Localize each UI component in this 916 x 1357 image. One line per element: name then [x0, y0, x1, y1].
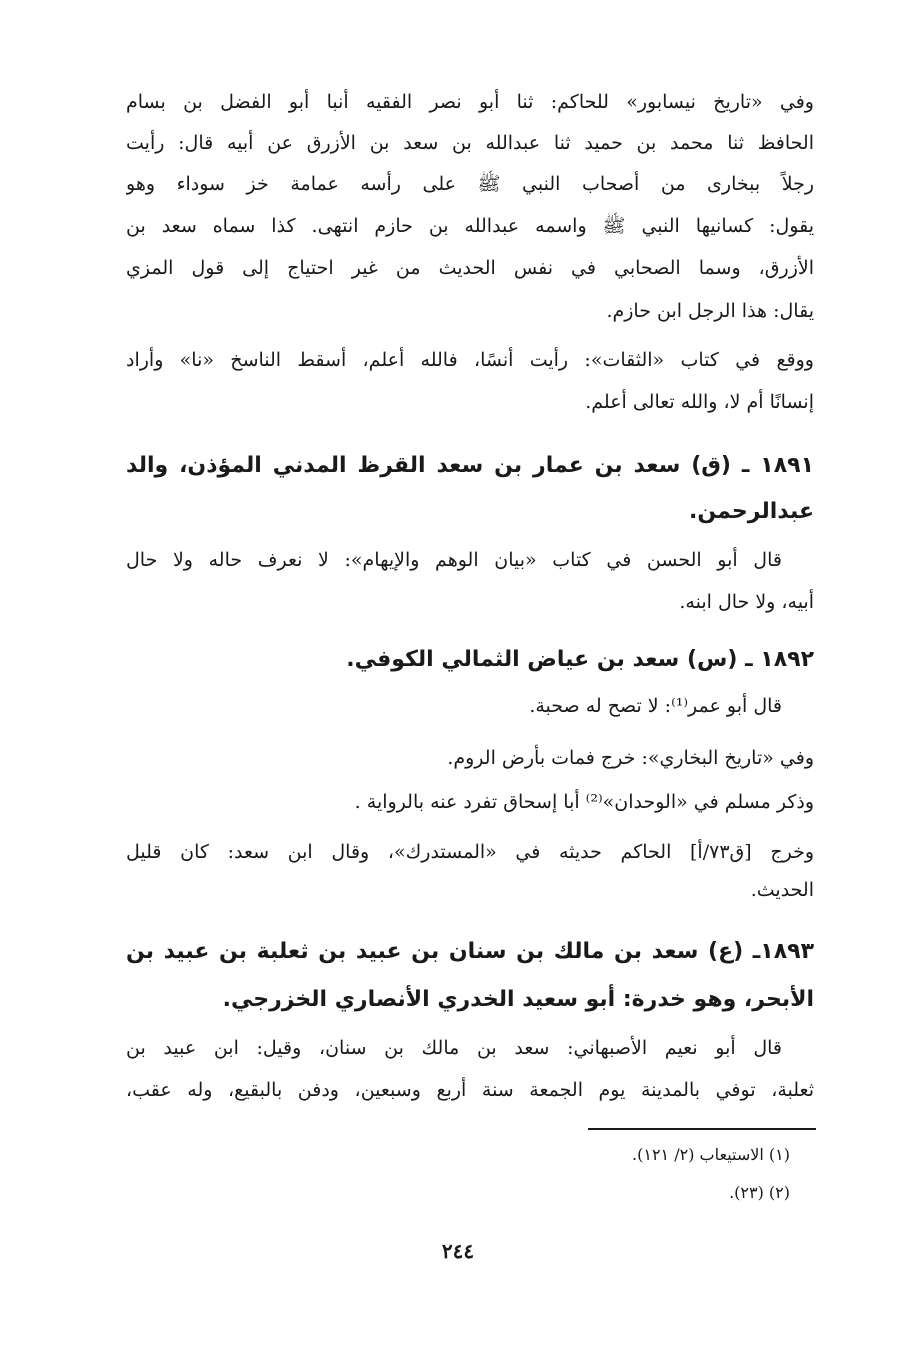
entry-heading-1892: ١٨٩٢ ـ (س) سعد بن عياض الثمالي الكوفي. — [346, 647, 814, 672]
text-line: رجلاً ببخارى من أصحاب النبي ﷺ على رأسه عمامة خز سوداء وهو — [126, 173, 814, 195]
text-line: ثعلبة، توفي بالمدينة يوم الجمعة سنة أربع وسبعين، ودفن بالبقيع، وله عقب، — [126, 1079, 814, 1101]
text-line: وفي «تاريخ نيسابور» للحاكم: ثنا أبو نصر الفقيه أنبا أبو الفضل بن بسام — [126, 91, 814, 113]
text-line: أبيه، ولا حال ابنه. — [679, 591, 814, 613]
entry-heading-1891-cont: عبدالرحمن. — [689, 499, 814, 524]
text-line: وفي «تاريخ البخاري»: خرج فمات بأرض الروم. — [447, 747, 814, 769]
text-line: ووقع في كتاب «الثقات»: رأيت أنسًا، فالله أعلم، أسقط الناسخ «نا» وأراد — [126, 349, 814, 371]
entry-heading-1893-cont: الأبحر، وهو خدرة: أبو سعيد الخدري الأنصاري الخزرجي. — [222, 987, 814, 1012]
text-line: قال أبو الحسن في كتاب «بيان الوهم والإيهام»: لا نعرف حاله ولا حال — [126, 549, 782, 571]
footnote-1: (١) الاستيعاب (٢/ ١٢١). — [632, 1145, 790, 1164]
footnote-separator — [588, 1128, 816, 1130]
page-number: ٢٤٤ — [441, 1239, 475, 1263]
footnote-2: (٢) (٢٣). — [729, 1183, 790, 1202]
text-line: وخرج [ق٧٣/أ] الحاكم حديثه في «المستدرك»، وقال ابن سعد: كان قليل — [126, 841, 814, 863]
text-line: إنسانًا أم لا، والله تعالى أعلم. — [585, 391, 814, 413]
text-line: قال أبو نعيم الأصبهاني: سعد بن مالك بن سنان، وقيل: ابن عبيد بن — [126, 1037, 782, 1059]
text-line: وذكر مسلم في «الوحدان»⁽²⁾ أبا إسحاق تفرد عنه بالرواية . — [354, 791, 814, 813]
entry-heading-1893: ١٨٩٣ـ (ع) سعد بن مالك بن سنان بن عبيد بن ثعلبة بن عبيد بن — [126, 939, 814, 964]
text-line: يقال: هذا الرجل ابن حازم. — [606, 300, 814, 322]
text-line: الحديث. — [750, 879, 814, 901]
text-line: الحافظ ثنا محمد بن حميد ثنا عبدالله بن سعد بن الأزرق عن أبيه قال: رأيت — [126, 132, 814, 154]
text-line: يقول: كسانيها النبي ﷺ واسمه عبدالله بن حازم انتهى. كذا سماه سعد بن — [126, 215, 814, 237]
text-line: الأزرق، وسما الصحابي في نفس الحديث من غير احتياج إلى قول المزي — [126, 257, 814, 279]
text-line: قال أبو عمر⁽¹⁾: لا تصح له صحبة. — [529, 695, 782, 717]
entry-heading-1891: ١٨٩١ ـ (ق) سعد بن عمار بن سعد القرظ المدني المؤذن، والد — [126, 453, 814, 478]
